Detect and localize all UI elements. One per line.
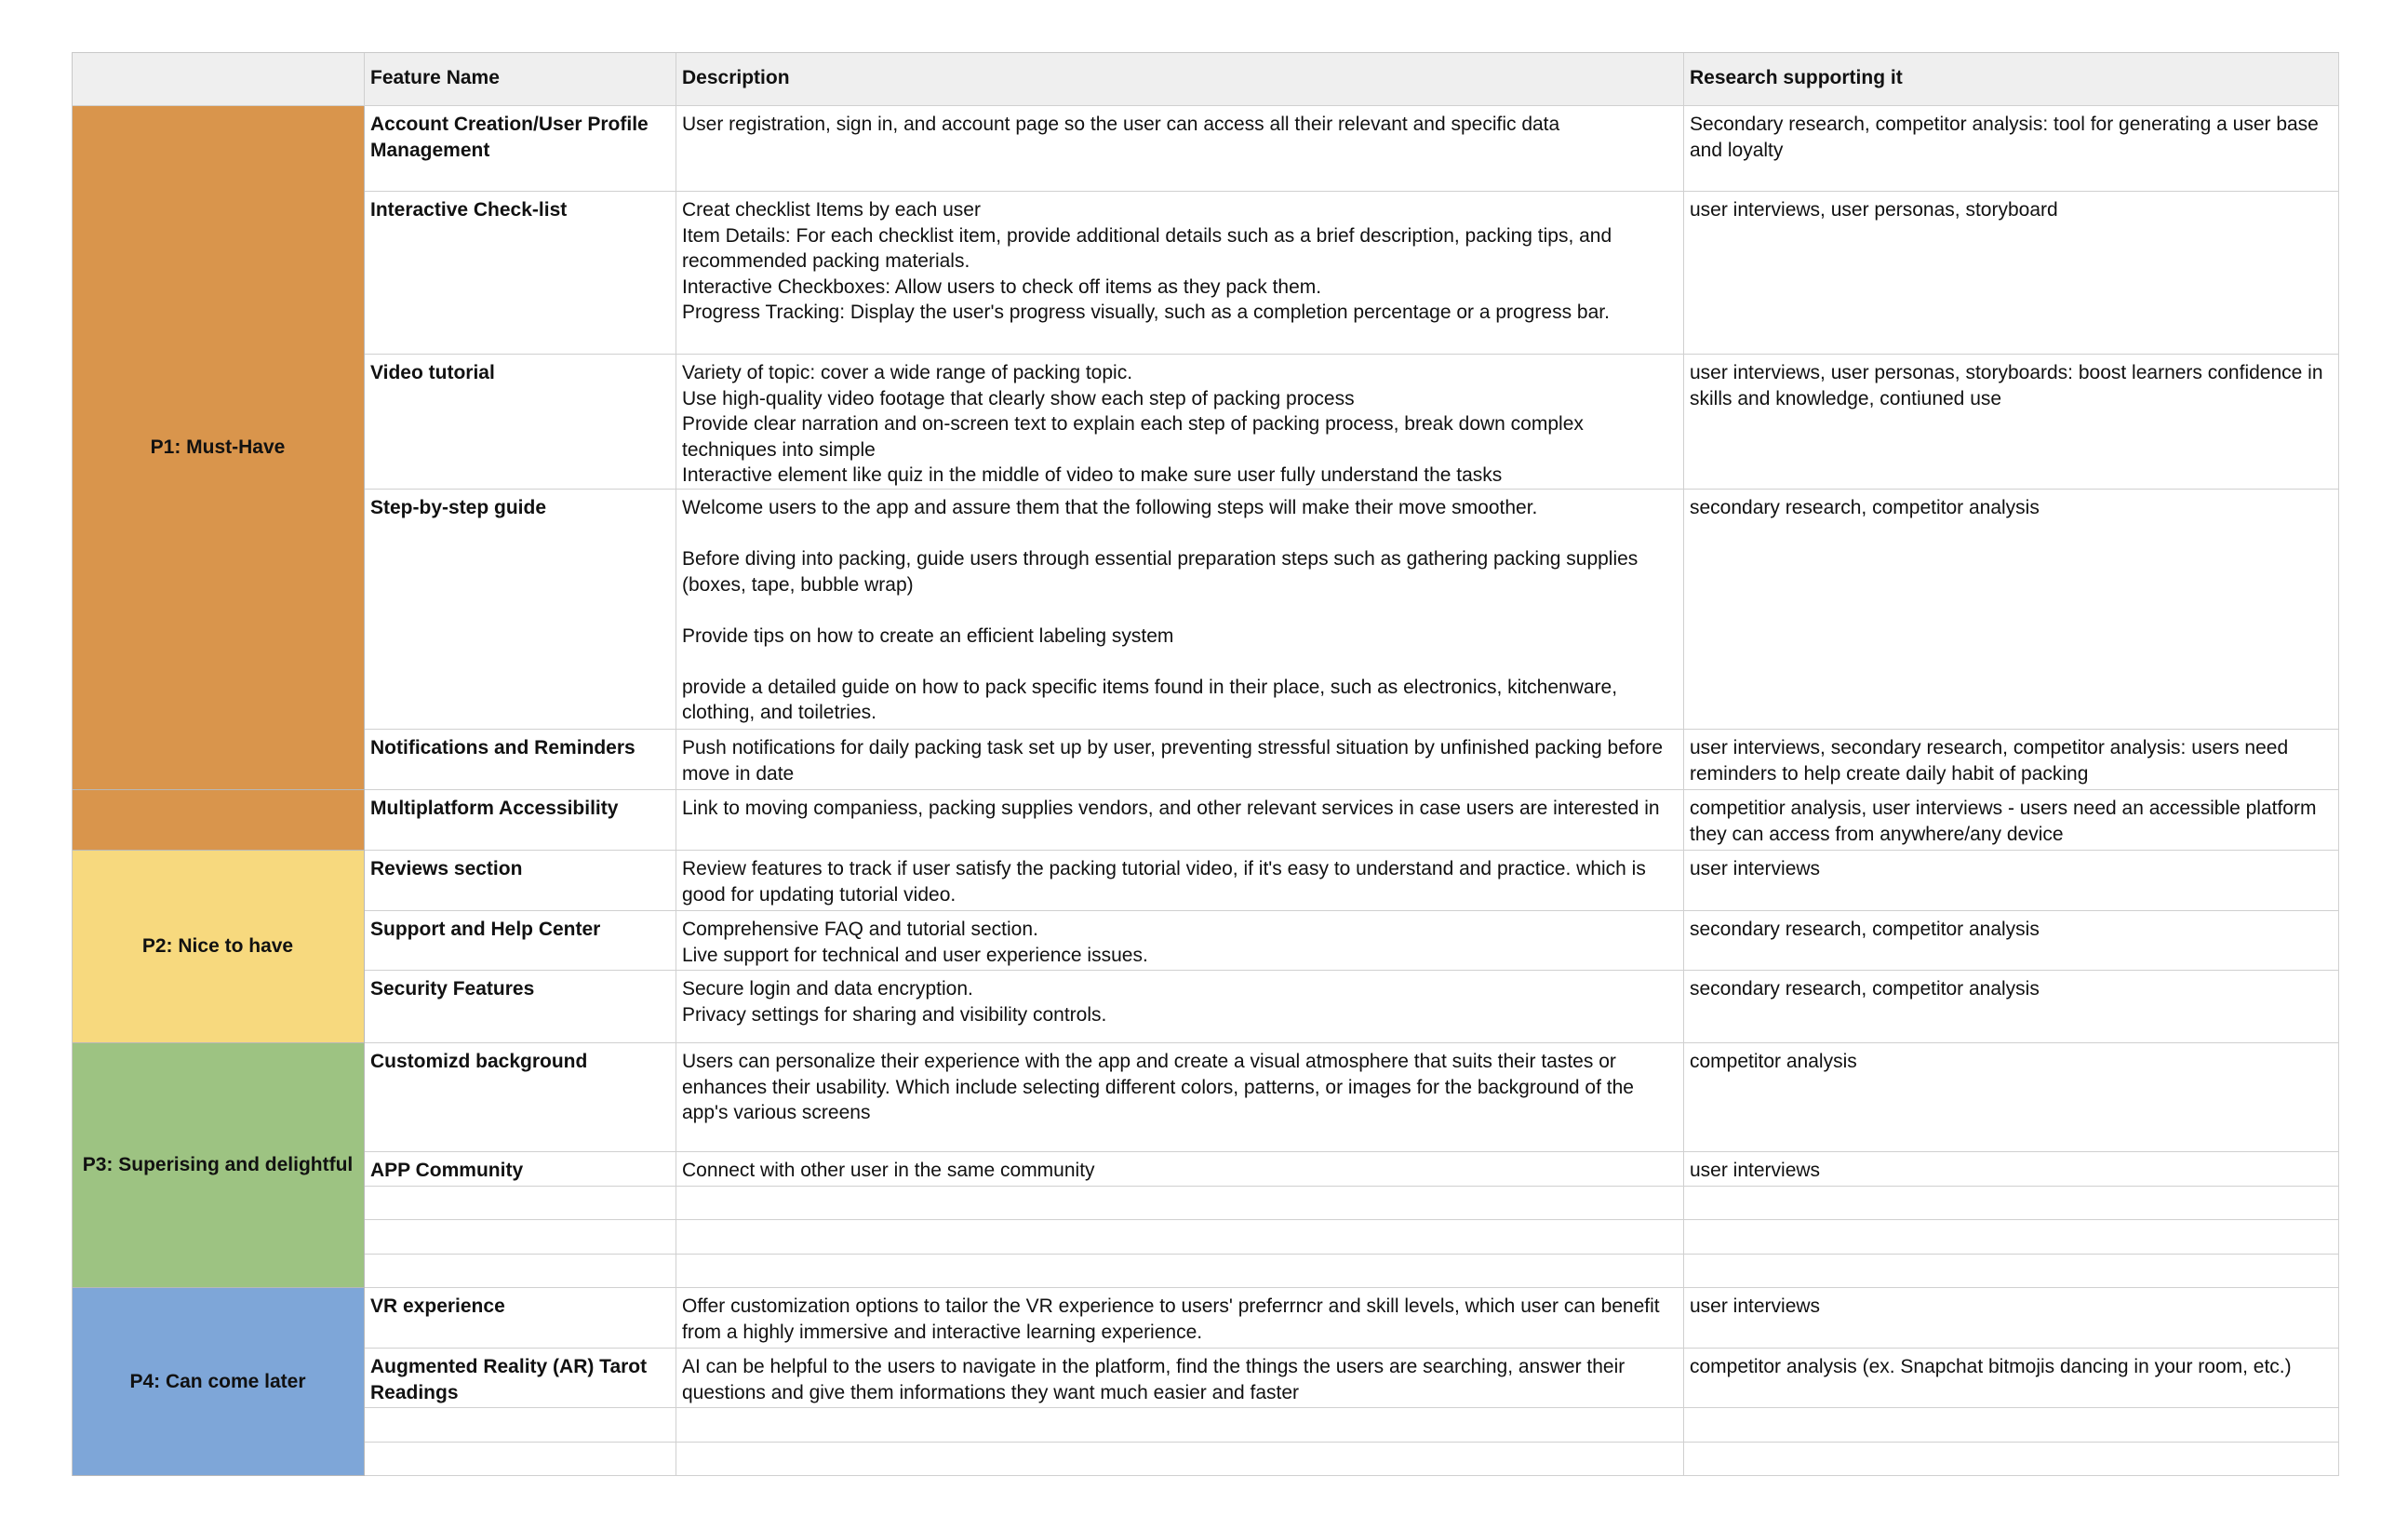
research-cell[interactable]: secondary research, competitor analysis [1684, 911, 2339, 971]
priority-cell[interactable]: P2: Nice to have [72, 851, 365, 1043]
feature-name-cell[interactable] [365, 1255, 676, 1288]
research-cell[interactable]: user interviews [1684, 851, 2339, 911]
feature-name-cell[interactable]: Account Creation/User Profile Management [365, 106, 676, 192]
research-cell[interactable]: user interviews, user personas, storyboard [1684, 192, 2339, 355]
feature-name-cell[interactable] [365, 1408, 676, 1443]
feature-name-cell[interactable]: Step-by-step guide [365, 490, 676, 730]
description-cell[interactable]: Review features to track if user satisfy the packing tutorial video, if it's easy to understand and practice. which is good for updating tutorial video. [676, 851, 1684, 911]
feature-name-cell[interactable]: Video tutorial [365, 355, 676, 490]
priority-cell[interactable]: P3: Superising and delightful [72, 1043, 365, 1288]
description-cell[interactable]: User registration, sign in, and account page so the user can access all their relevant and specific data [676, 106, 1684, 192]
research-cell[interactable] [1684, 1408, 2339, 1443]
description-cell[interactable]: Offer customization options to tailor the VR experience to users' preferrncr and skill levels, which user can benefit from a highly immersive and interactive learning experience. [676, 1288, 1684, 1349]
description-cell[interactable] [676, 1187, 1684, 1220]
feature-name-cell[interactable]: Reviews section [365, 851, 676, 911]
research-cell[interactable]: user interviews [1684, 1288, 2339, 1349]
research-cell[interactable]: competitior analysis, user interviews - users need an accessible platform they can access from anywhere/any device [1684, 790, 2339, 851]
description-cell[interactable]: Variety of topic: cover a wide range of packing topic. Use high-quality video footage that clearly show each step of packing process Provide clear narration and on-screen text to explain each step of packing process, break down complex techniques into simple Interactive element like quiz in the middle of video to make sure user fully understand the tasks [676, 355, 1684, 490]
description-cell[interactable]: Link to moving companiess, packing supplies vendors, and other relevant services in case users are interested in [676, 790, 1684, 851]
research-cell[interactable]: user interviews, user personas, storyboards: boost learners confidence in skills and knowledge, contiuned use [1684, 355, 2339, 490]
feature-name-cell[interactable]: Customizd background [365, 1043, 676, 1152]
description-cell[interactable]: Users can personalize their experience with the app and create a visual atmosphere that suits their tastes or enhances their usability. Which include selecting different colors, patterns, or images for the background of the app's various screens [676, 1043, 1684, 1152]
feature-name-cell[interactable]: Notifications and Reminders [365, 730, 676, 790]
description-cell[interactable] [676, 1408, 1684, 1443]
feature-name-cell[interactable]: Security Features [365, 971, 676, 1043]
description-cell[interactable]: Welcome users to the app and assure them that the following steps will make their move smoother. Before diving into packing, guide users through essential preparation steps such as gathering packing supplies (boxes, tape, bubble wrap) Provide tips on how to create an efficient labeling system provide a detailed guide on how to pack specific items found in their place, such as electronics, kitchenware, clothing, and toiletries. [676, 490, 1684, 730]
header-feature-name: Feature Name [365, 52, 676, 106]
research-cell[interactable]: secondary research, competitor analysis [1684, 971, 2339, 1043]
description-cell[interactable]: Creat checklist Items by each user Item Details: For each checklist item, provide additional details such as a brief description, packing tips, and recommended packing materials. Interactive Checkboxes: Allow users to check off items as they pack them. Progress Tracking: Display the user's progress visually, such as a completion percentage or a progress bar. [676, 192, 1684, 355]
research-cell[interactable]: Secondary research, competitor analysis: tool for generating a user base and loyalty [1684, 106, 2339, 192]
description-cell[interactable] [676, 1220, 1684, 1255]
priority-cell[interactable] [72, 790, 365, 851]
research-cell[interactable]: user interviews [1684, 1152, 2339, 1187]
description-cell[interactable]: Comprehensive FAQ and tutorial section. Live support for technical and user experience issues. [676, 911, 1684, 971]
header-blank [72, 52, 365, 106]
feature-name-cell[interactable]: VR experience [365, 1288, 676, 1349]
feature-name-cell[interactable]: Support and Help Center [365, 911, 676, 971]
description-cell[interactable]: AI can be helpful to the users to navigate in the platform, find the things the users are searching, answer their questions and give them informations they want much easier and faster [676, 1349, 1684, 1408]
research-cell[interactable] [1684, 1187, 2339, 1220]
header-description: Description [676, 52, 1684, 106]
research-cell[interactable] [1684, 1255, 2339, 1288]
research-cell[interactable] [1684, 1443, 2339, 1476]
priority-cell[interactable]: P1: Must-Have [72, 106, 365, 790]
feature-name-cell[interactable]: Multiplatform Accessibility [365, 790, 676, 851]
description-cell[interactable]: Connect with other user in the same community [676, 1152, 1684, 1187]
feature-name-cell[interactable] [365, 1220, 676, 1255]
feature-priority-table [72, 52, 2339, 1476]
priority-cell[interactable]: P4: Can come later [72, 1288, 365, 1476]
feature-name-cell[interactable]: Augmented Reality (AR) Tarot Readings [365, 1349, 676, 1408]
research-cell[interactable] [1684, 1220, 2339, 1255]
feature-name-cell[interactable] [365, 1187, 676, 1220]
feature-name-cell[interactable]: Interactive Check-list [365, 192, 676, 355]
research-cell[interactable]: secondary research, competitor analysis [1684, 490, 2339, 730]
research-cell[interactable]: competitor analysis (ex. Snapchat bitmojis dancing in your room, etc.) [1684, 1349, 2339, 1408]
description-cell[interactable]: Secure login and data encryption. Privacy settings for sharing and visibility controls. [676, 971, 1684, 1043]
description-cell[interactable] [676, 1443, 1684, 1476]
description-cell[interactable]: Push notifications for daily packing task set up by user, preventing stressful situation by unfinished packing before move in date [676, 730, 1684, 790]
research-cell[interactable]: user interviews, secondary research, competitor analysis: users need reminders to help create daily habit of packing [1684, 730, 2339, 790]
feature-name-cell[interactable]: APP Community [365, 1152, 676, 1187]
description-cell[interactable] [676, 1255, 1684, 1288]
research-cell[interactable]: competitor analysis [1684, 1043, 2339, 1152]
feature-name-cell[interactable] [365, 1443, 676, 1476]
header-research: Research supporting it [1684, 52, 2339, 106]
